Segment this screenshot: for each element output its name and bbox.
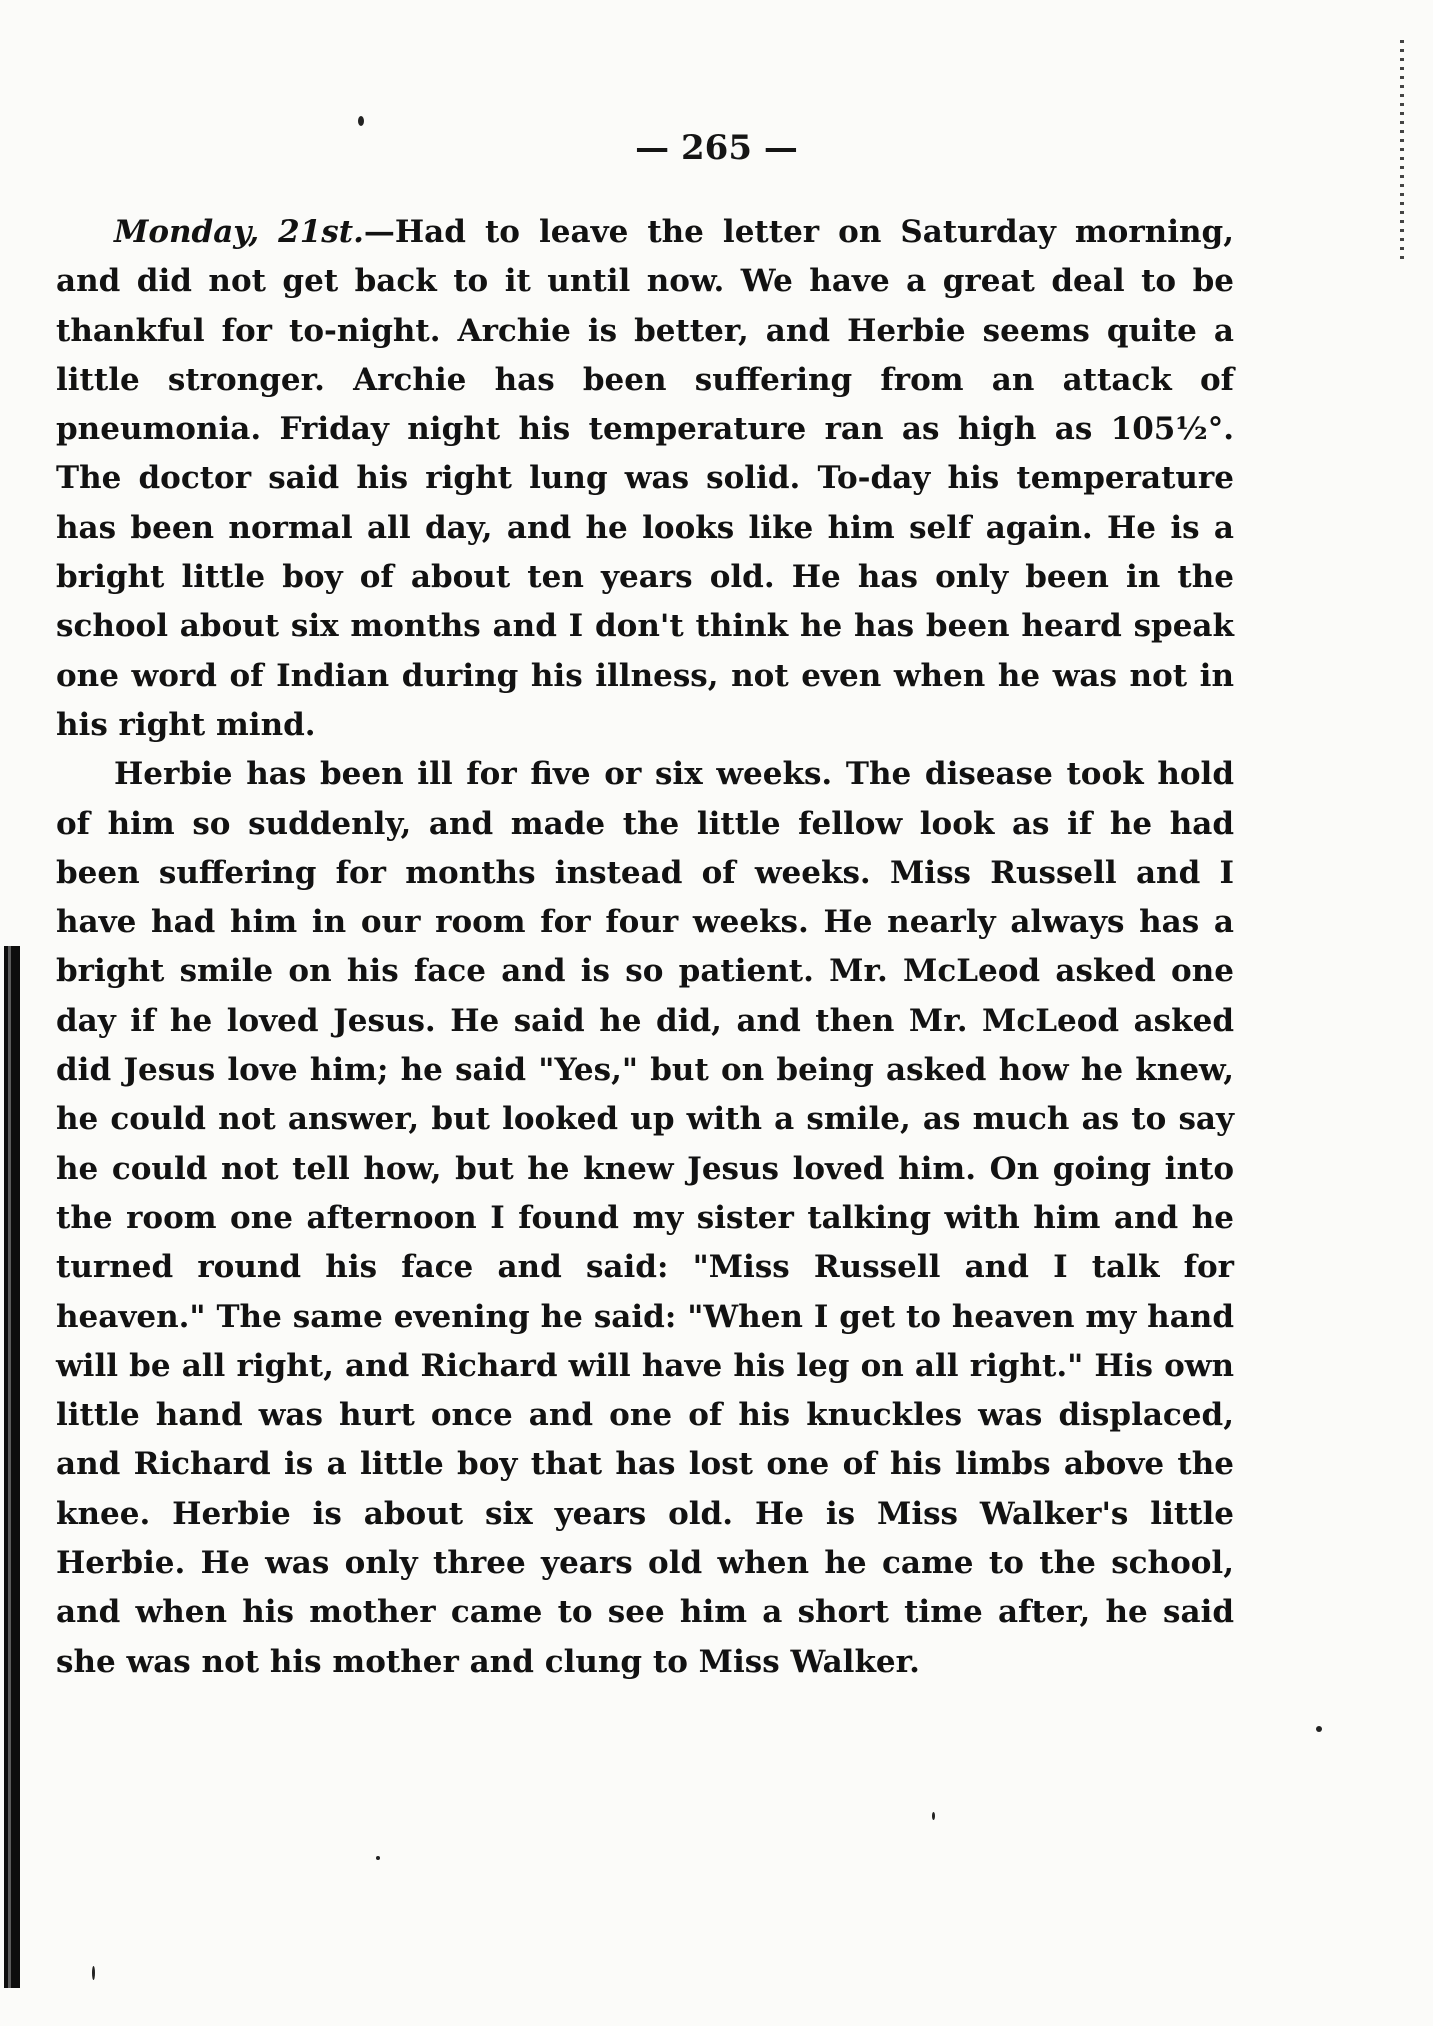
speck	[1316, 1726, 1322, 1732]
dateline: Monday, 21st.	[114, 214, 364, 250]
paragraph-1	[56, 208, 1234, 750]
paragraph-1-text: —Had to leave the letter on Saturday morning, and did not get back to it until now. We have a great deal to be thankful for to-night. Archie is better, and Herbie seems quite a little stronger. Archie has been suffering from an attack of pneumonia. Friday night his temperature ran as high as 105½°. The doctor said his right lung was solid. To-day his temperature has been normal all day, and he looks like him self again. He is a bright little boy of about ten years old. He has only been in the school about six months and I don't think he has been heard speak one word of Indian during his illness, not even when he was not in his right mind.	[56, 214, 1234, 743]
paragraph-2	[56, 750, 1234, 1687]
paragraph-2-text: Herbie has been ill for five or six weeks. The disease took hold of him so suddenly, and made the little fellow look as if he had been suffering for months instead of weeks. Miss Russell and I have had him in our room for four weeks. He nearly always has a bright smile on his face and is so patient. Mr. McLeod asked one day if he loved Jesus. He said he did, and then Mr. McLeod asked did Jesus love him; he said "Yes," but on being asked how he knew, he could not answer, but looked up with a smile, as much as to say he could not tell how, but he knew Jesus loved him. On going into the room one afternoon I found my sister talking with him and he turned round his face and said: "Miss Russell and I talk for heaven." The same evening he said: "When I get to heaven my hand will be all right, and Richard will have his leg on all right." His own little hand was hurt once and one of his knuckles was displaced, and Richard is a little boy that has lost one of his limbs above the knee. Herbie is about six years old. He is Miss Walker's little Herbie. He was only three years old when he came to the school, and when his mother came to see him a short time after, he said she was not his mother and clung to Miss Walker.	[56, 756, 1234, 1680]
speck	[358, 116, 364, 126]
speck	[932, 1812, 935, 1820]
speck	[376, 1856, 380, 1860]
body-text	[56, 208, 1234, 1687]
page-number: — 265 —	[635, 128, 798, 168]
speck	[92, 1966, 95, 1980]
binding-shadow	[4, 946, 20, 1988]
binding-line	[8, 946, 11, 1988]
